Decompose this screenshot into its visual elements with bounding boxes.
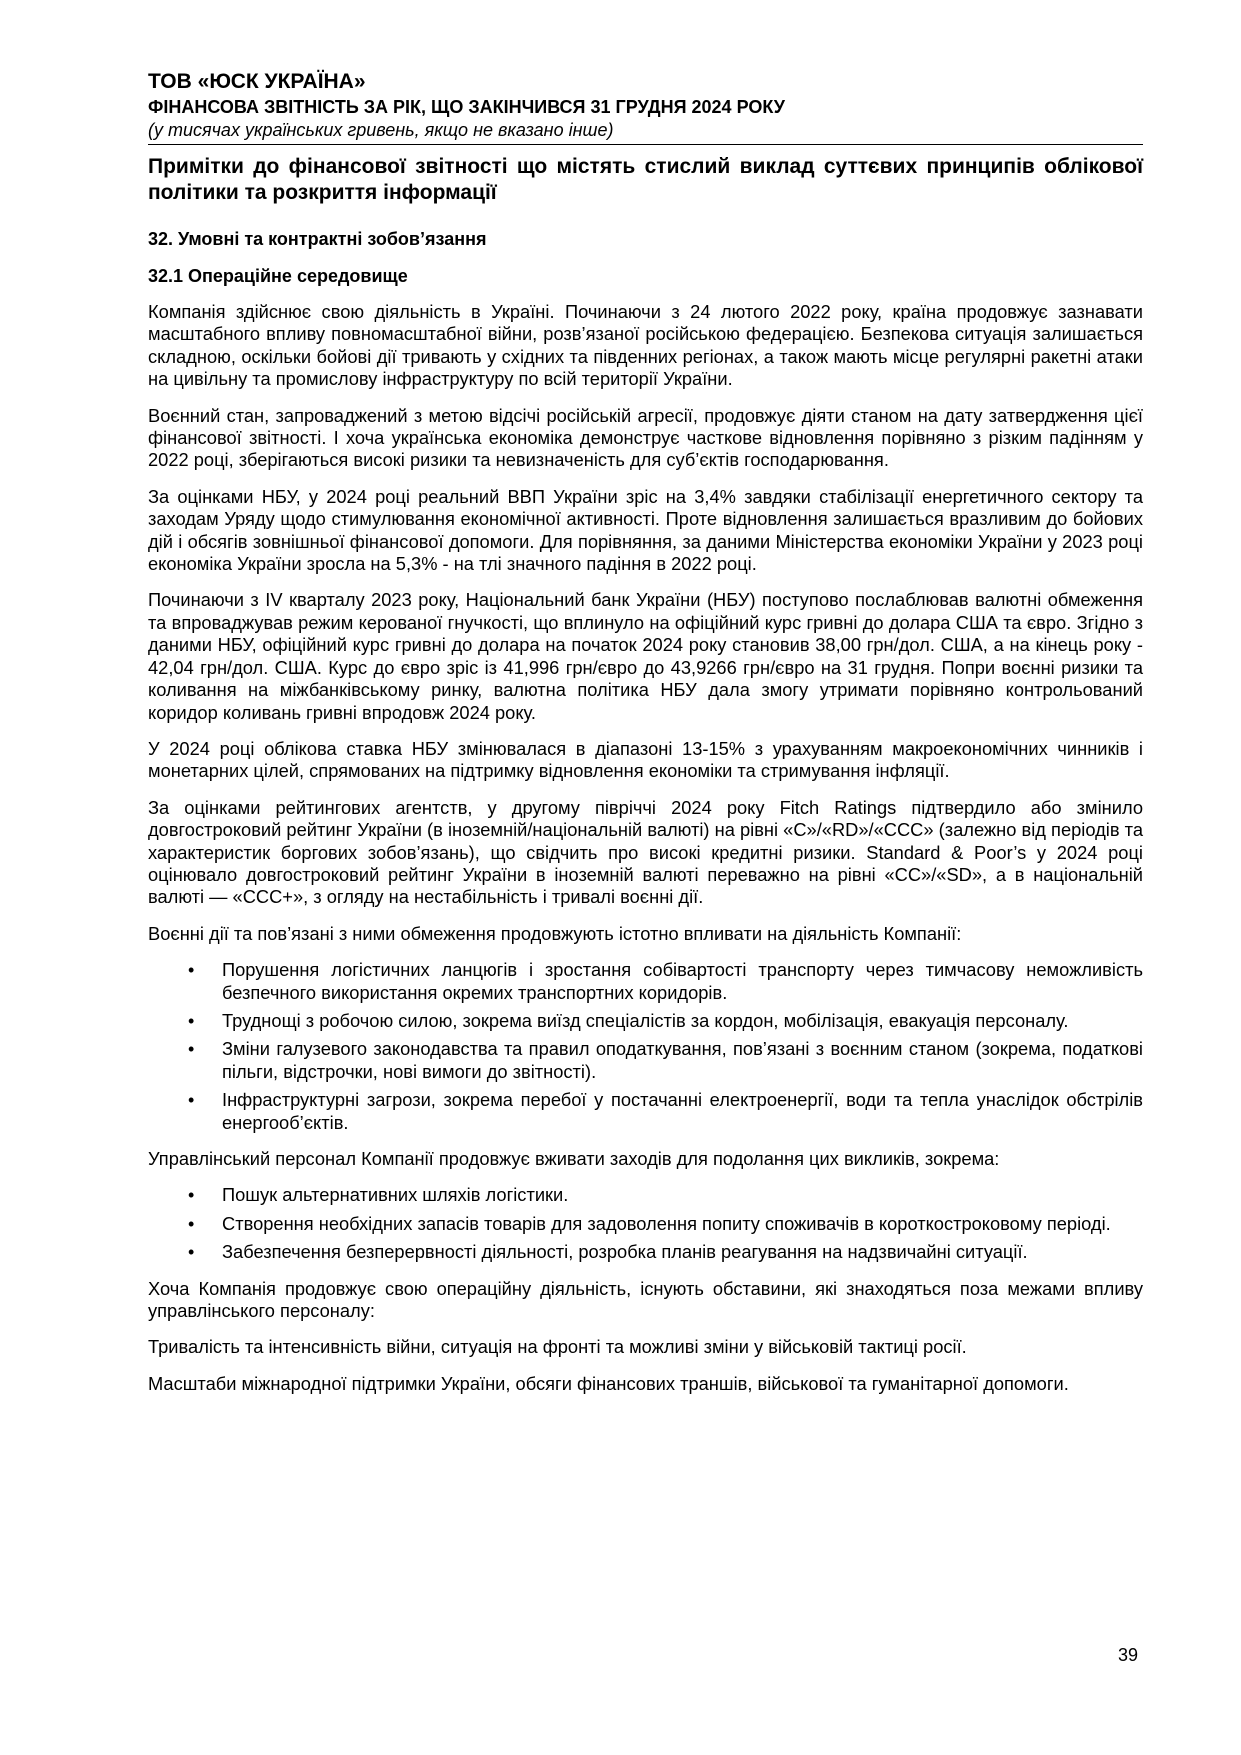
paragraph: За оцінками рейтингових агентств, у другому півріччі 2024 року Fitch Ratings підтвердило або змінило довгостроковий рейтинг України (в іноземній/національній валюті) на рівні «C»/«RD»/«CCC» (залежно від періодів та характеристик боргових зобов’язань), що свідчить про високі кредитні ризики. Standard & Poor’s у 2024 році оцінювало довгостроковий рейтинг України в іноземній валюті переважно на рівні «CC»/«SD», а в національній валюті — «CCC+», з огляду на нестабільність і тривалі воєнні дії. xyxy=(148,796,1143,908)
paragraph: Управлінський персонал Компанії продовжує вживати заходів для подолання цих викликів, зокрема: xyxy=(148,1148,1000,1169)
currency-note: (у тисячах українських гривень, якщо не вказано інше) xyxy=(148,120,614,140)
list-item xyxy=(148,959,1143,1004)
measures-list xyxy=(148,1184,1143,1263)
paragraph: Тривалість та інтенсивність війни, ситуація на фронті та можливі зміни у військовій тактиці росії. xyxy=(148,1336,967,1358)
subsection-title: 32.1 Операційне середовище xyxy=(148,266,408,286)
bullet-icon: • xyxy=(188,1010,195,1031)
list-item xyxy=(148,1213,1143,1235)
notes-title: Примітки до фінансової звітності що містять стислий виклад суттєвих принципів облікової політики та розкриття інформації xyxy=(148,155,1143,204)
list-item-text: Інфраструктурні загрози, зокрема перебої у постачанні електроенергії, води та тепла унаслідок обстрілів енергооб’єктів. xyxy=(222,1089,1143,1133)
paragraph: Масштаби міжнародної підтримки України, обсяги фінансових траншів, військової та гуманітарної допомоги. xyxy=(148,1372,1069,1394)
list-item xyxy=(148,1089,1143,1134)
header-divider xyxy=(148,144,1143,145)
report-title: ФІНАНСОВА ЗВІТНІСТЬ ЗА РІК, ЩО ЗАКІНЧИВСЯ 31 ГРУДНЯ 2024 РОКУ xyxy=(148,97,785,117)
list-item xyxy=(148,1010,1143,1032)
paragraph: Компанія здійснює свою діяльність в Україні. Починаючи з 24 лютого 2022 року, країна продовжує зазнавати масштабного впливу повномасштабної війни, розв’язаної російською федерацією. Безпекова ситуація залишається складною, оскільки бойові дії тривають у східних та південних регіонах, а також мають місце регулярні ракетні атаки на цивільну та промислову інфраструктуру по всій території України. xyxy=(148,301,1143,390)
bullet-icon: • xyxy=(188,1185,195,1206)
paragraph: Хоча Компанія продовжує свою операційну діяльність, існують обставини, які знаходяться поза межами впливу управлінського персоналу: xyxy=(148,1277,1143,1322)
bullet-icon: • xyxy=(188,960,195,981)
paragraph: Починаючи з IV кварталу 2023 року, Національний банк України (НБУ) поступово послаблював валютні обмеження та впроваджував режим керованої гнучкості, що вплинуло на офіційний курс гривні до долара США та євро. Згідно з даними НБУ, офіційний курс гривні до долара на початок 2024 року становив 38,00 грн/дол. США, а на кінець року - 42,04 грн/дол. США. Курс до євро зріс із 41,996 грн/євро до 43,9266 грн/євро на 31 грудня. Попри воєнні ризики та коливання на міжбанківському ринку, валютна політика НБУ дала змогу утримати порівняно контрольований коридор коливань гривні впродовж 2024 року. xyxy=(148,589,1143,723)
paragraph: У 2024 році облікова ставка НБУ змінювалася в діапазоні 13-15% з урахуванням макроекономічних чинників і монетарних цілей, спрямованих на підтримку відновлення економіки та стримування інфляції. xyxy=(148,737,1143,782)
bullet-icon: • xyxy=(188,1090,195,1111)
impacts-list xyxy=(148,959,1143,1134)
bullet-icon: • xyxy=(188,1039,195,1060)
page-number: 39 xyxy=(1118,1645,1139,1665)
list-item xyxy=(148,1241,1143,1263)
paragraph: За оцінками НБУ, у 2024 році реальний ВВП України зріс на 3,4% завдяки стабілізації енергетичного сектору та заходам Уряду щодо стимулювання економічної активності. Проте відновлення залишається вразливим до бойових дій і обсягів зовнішньої фінансової допомоги. Для порівняння, за даними Міністерства економіки України у 2023 році економіка України зросла на 5,3% - на тлі значного падіння в 2022 році. xyxy=(148,485,1143,575)
list-item xyxy=(148,1038,1143,1083)
list-item-text: Труднощі з робочою силою, зокрема виїзд спеціалістів за кордон, мобілізація, евакуація персоналу. xyxy=(222,1009,1069,1031)
section-body xyxy=(148,301,1143,1409)
company-name: ТОВ «ЮСК УКРАЇНА» xyxy=(148,70,366,93)
paragraph: Воєнний стан, запроваджений з метою відсічі російській агресії, продовжує діяти станом на дату затвердження цієї фінансової звітності. І хоча українська економіка демонструє часткове відновлення порівняно з різким падінням у 2022 році, зберігаються високі ризики та невизначеність для суб’єктів господарювання. xyxy=(148,404,1143,471)
list-item-text: Пошук альтернативних шляхів логістики. xyxy=(222,1184,569,1206)
bullet-icon: • xyxy=(188,1242,195,1263)
list-item-text: Зміни галузевого законодавства та правил оподаткування, пов’язані з воєнним станом (зокрема, податкові пільги, відстрочки, нові вимоги до звітності). xyxy=(222,1038,1143,1082)
bullet-icon: • xyxy=(188,1213,195,1234)
section-title: 32. Умовні та контрактні зобов’язання xyxy=(148,229,487,249)
paragraph: Воєнні дії та пов’язані з ними обмеження продовжують істотно впливати на діяльність Компанії: xyxy=(148,922,962,944)
list-item xyxy=(148,1184,1143,1206)
list-item-text: Порушення логістичних ланцюгів і зростання собівартості транспорту через тимчасову неможливість безпечного використання окремих транспортних коридорів. xyxy=(222,959,1143,1003)
list-item-text: Забезпечення безперервності діяльності, розробка планів реагування на надзвичайні ситуації. xyxy=(222,1241,1028,1263)
list-item-text: Створення необхідних запасів товарів для задоволення попиту споживачів в короткостроковому періоді. xyxy=(222,1212,1111,1234)
